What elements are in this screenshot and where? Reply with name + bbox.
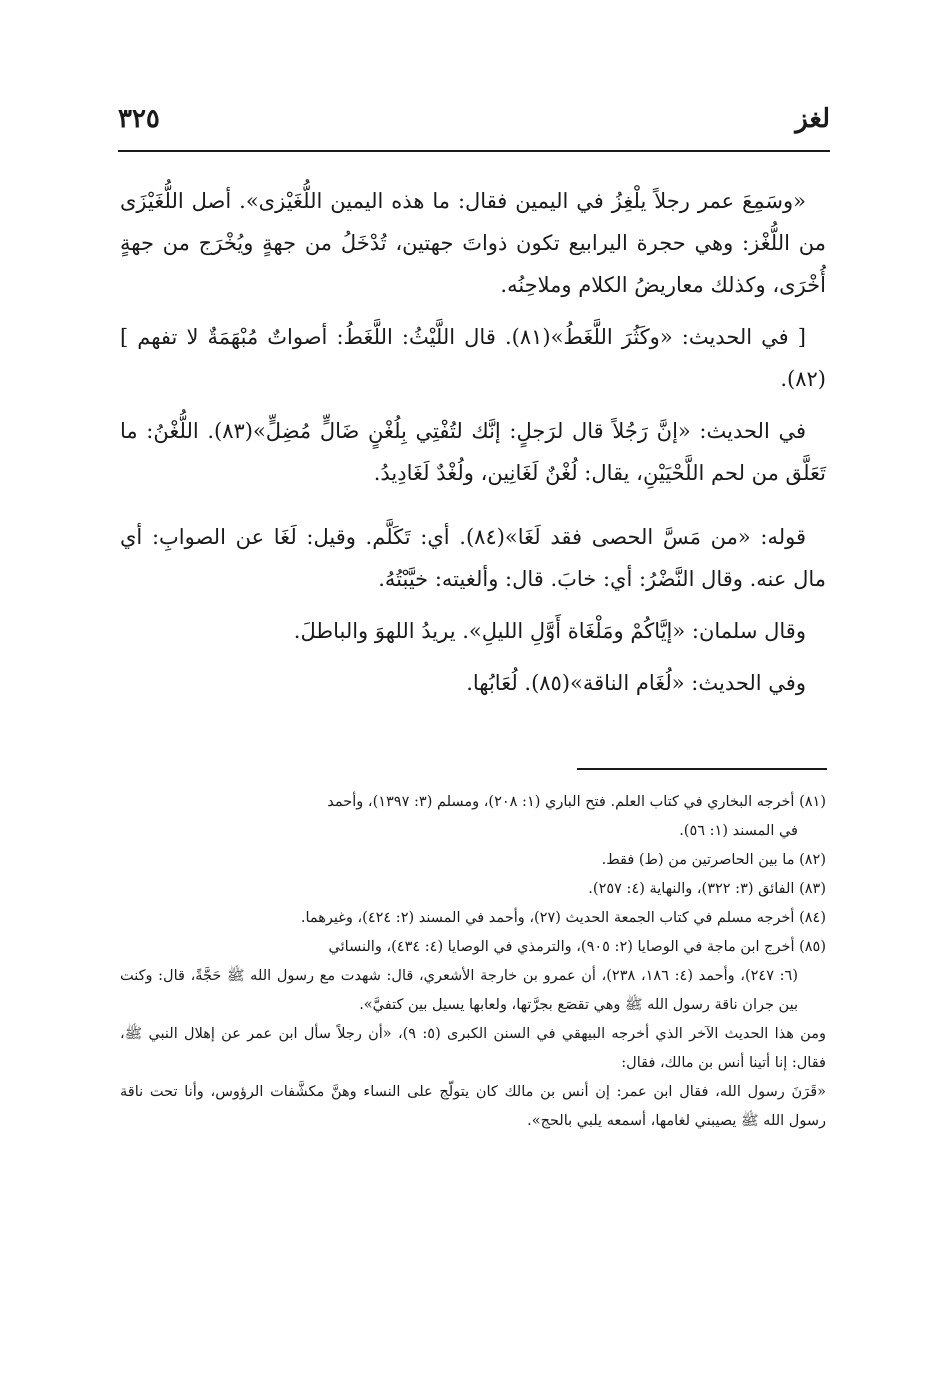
main-text [120, 180, 826, 714]
footnote-number: (٨٣) [799, 881, 826, 897]
footnotes [120, 788, 826, 1136]
footnote-text: الفائق (٣: ٣٢٢)، والنهاية (٤: ٢٥٧). [588, 881, 795, 897]
footnote-text: ما بين الحاصرتين من (ط) فقط. [601, 852, 795, 868]
footnote-number: (٨٥) [799, 939, 826, 955]
footnote-text: أخرج ابن ماجة في الوصايا (٢: ٩٠٥)، والترمذي في الوصايا (٤: ٤٣٤)، والنسائي [328, 939, 795, 955]
footnote-83 [120, 875, 826, 904]
footnote-continuation: (٦: ٢٤٧)، وأحمد (٤: ١٨٦، ٢٣٨)، أن عمرو بن خارجة الأشعري، قال: شهدت مع رسول الله ﷺ حَجَّةً، قال: وكنت بين جران ناقة رسول الله ﷺ وهي تقصَع بجرَّتها، ولعابها يسيل بين كتفيَّ». [120, 968, 799, 1013]
running-title: لغز [795, 104, 830, 134]
paragraph-laghaa: قوله: «من مَسَّ الحصى فقد لَغَا»(٨٤). أي: تَكَلَّم. وقيل: لَغَا عن الصوابِ: أي مال عنه. وقال النَّضْرُ: أي: خابَ. قال: وألغيته: خيَّبْتُهُ. [120, 525, 826, 591]
paragraph-salman: وقال سلمان: «إيَّاكُمْ ومَلْغَاة أَوَّلِ الليلِ». يريدُ اللهوَ والباطلَ. [293, 619, 806, 643]
footnote-82 [120, 846, 826, 875]
footnote-85 [120, 933, 826, 1020]
footnote-number: (٨١) [799, 794, 826, 810]
footnote-text: أخرجه البخاري في كتاب العلم. فتح الباري (١: ٢٠٨)، ومسلم (٣: ١٣٩٧)، وأحمد [327, 794, 795, 810]
paragraph-lughz: «وسَمِعَ عمر رجلاً يلْغِزُ في اليمين فقال: ما هذه اليمين اللُّغَيْزى». أصل اللُّغَيْزَى من اللُّغْز: وهي حجرة اليرابيع تكون ذواتَ جهتين، تُدْخَلُ من جهةٍ ويُخْرَج من جهةٍ أُخْرَى، وكذلك معاريضُ الكلام وملاحِنُه. [120, 189, 826, 297]
paragraph-lughn: في الحديث: «إنَّ رَجُلاً قال لرَجلٍ: إنَّك لتُفْتِي بِلُغْنٍ ضَالٍّ مُضِلٍّ»(٨٣). اللُّغْنُ: ما تَعَلَّق من لحم اللَّحْيَيْنِ، يقال: لُغْنٌ لَغَانِين، ولُغْدٌ لَغَادِيدُ. [120, 419, 826, 485]
footnote-number: (٨٤) [799, 910, 826, 926]
footnote-text: أخرجه مسلم في كتاب الجمعة الحديث (٢٧)، وأحمد في المسند (٢: ٤٢٤)، وغيرهما. [300, 910, 795, 926]
footnote-number: (٨٢) [799, 852, 826, 868]
footnote-rule [577, 768, 827, 770]
footnote-continuation: في المسند (١: ٥٦). [679, 823, 798, 839]
footnote-81 [120, 788, 826, 846]
paragraph-laghat: [ في الحديث: «وكَثُرَ اللَّغَطُ»(٨١). قال اللَّيْثُ: اللَّغَطُ: أصواتٌ مُبْهَمَةٌ لا تفهم ](٨٢). [120, 325, 826, 391]
paragraph-lughaam: وفي الحديث: «لُغَام الناقة»(٨٥). لُعَابُها. [466, 671, 806, 695]
page-number: ٣٢٥ [118, 104, 160, 134]
footnote-85-extra-2: «قَرَنَ رسول الله، فقال ابن عمر: إن أنس بن مالك كان يتولّج على النساء وهنَّ مكشَّفات الرؤوس، وأنا تحت ناقة رسول الله ﷺ يصيبني لغامها، أسمعه يلبي بالحج». [120, 1084, 826, 1129]
page-header [118, 86, 830, 134]
header-rule [118, 150, 830, 152]
footnote-85-extra-1: ومن هذا الحديث الآخر الذي أخرجه البيهقي في السنن الكبرى (٥: ٩)، «أن رجلاً سأل ابن عمر عن إهلال النبي ﷺ، فقال: إنا أتينا أنس بن مالك، فقال: [120, 1026, 826, 1071]
footnote-84 [120, 904, 826, 933]
